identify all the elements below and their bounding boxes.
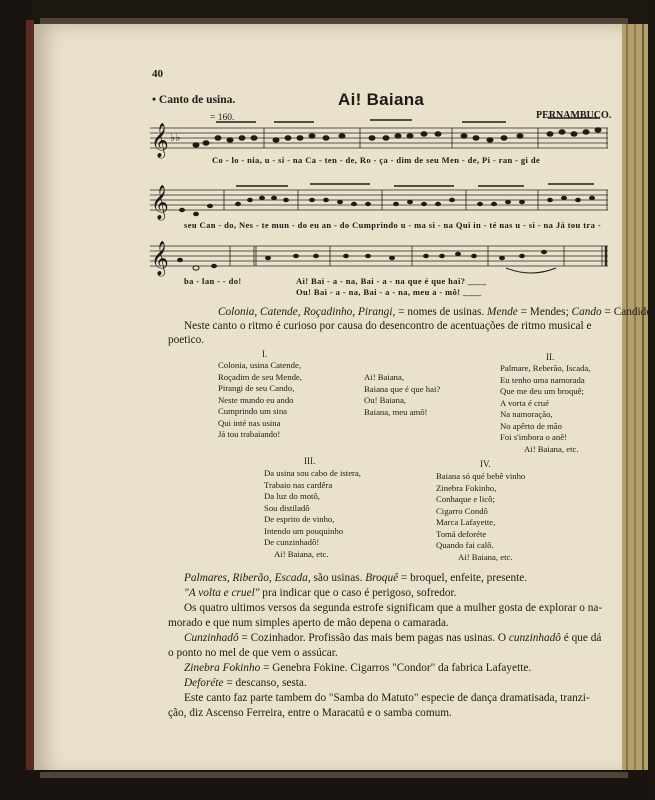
lyrics-line-3b-bottom: Ou! Bai - a - na, Bai - a - na, meu a - mô! ____ (296, 287, 482, 297)
refrain: Ai! Baiana, Baiana que é que hai? Ou! Baiana, Baiana, meu amô! (364, 372, 441, 417)
glossary-samba-2: ção, diz Ascenso Ferreira, entre o Maracatú e o samba comum. (168, 707, 452, 719)
song-title: Ai! Baiana (338, 90, 425, 109)
intro-line-2: poetico. (168, 334, 205, 346)
lyrics-line-2: seu Can - do, Nes - te mun - do eu an - do Cumprindo u - ma si - na Qui in - té nas u - si - na Já tou tra - (184, 220, 602, 230)
glossary-volta: "A volta e cruel" pra indicar que o caso é perigoso, sofredor. (184, 587, 457, 599)
glossary-estrofe-1: Os quatro ultimos versos da segunda estrofe significam que a mulher gosta de explorar o na- (184, 602, 603, 614)
glossary-deforete: Deforéte = descanso, sesta. (184, 677, 307, 689)
svg-text:♭♭: ♭♭ (170, 131, 181, 144)
svg-text:𝄞: 𝄞 (151, 123, 169, 158)
glossary-cunzinhado-2: o ponto no mel de que vem o assúcar. (168, 647, 338, 659)
book-cover-bottom (0, 770, 648, 800)
svg-text:𝄞: 𝄞 (151, 185, 169, 220)
book-spine (26, 20, 34, 780)
decorative-border-bottom (40, 772, 628, 778)
music-staff-3 (146, 230, 608, 282)
glossary-estrofe-2: morado e que num simples aperto de mão depena o camarada. (168, 617, 449, 629)
book-page (34, 24, 655, 776)
lyrics-line-1: Co - lo - nia, u - si - na Ca - ten - de, Ro - ça - dim de seu Men - de, Pi - ran - gi de (212, 155, 541, 165)
book-cover-top (0, 0, 648, 26)
page-edges (620, 24, 648, 774)
svg-text:𝄞: 𝄞 (151, 241, 169, 276)
lyrics-line-3a: ba - lan - - do! (184, 276, 242, 286)
stanza-4: Baiana só qué bebê vinho Zinebra Fokinho, Conhaque e licô; Cigarro Condô Marca Lafayette, Tomá deforéte Quando fai calô. Ai! Baiana, etc. (436, 471, 526, 562)
section-label: • Canto de usina. (152, 94, 236, 106)
intro-line-1: Neste canto o ritmo é curioso por causa do desencontro de acentuações de ritmo musical e (184, 320, 592, 332)
names-note: Colonia, Catende, Roçadinho, Pirangi, = nomes de usinas. Mende = Mendes; Cando = Candido. (218, 306, 655, 318)
glossary-usinas: Palmares, Riberão, Escada, são usinas. Broquê = broquel, enfeite, presente. (184, 572, 528, 584)
stanza-2-numeral: II. (546, 352, 555, 362)
book-cover-left (0, 0, 32, 800)
stanza-1: Colonia, usina Catende, Roçadim de seu Mende, Pirangi de seu Cando, Neste mundo eu ando Cumprindo um sina Qui inté nas usina Já tou trabaiando! (218, 360, 302, 439)
music-staff-2 (146, 170, 608, 224)
stanza-4-numeral: IV. (480, 459, 491, 469)
lyrics-line-3b-top: Ai! Bai - a - na, Bai - a - na que é que hai? ____ (296, 276, 487, 286)
tempo-marking: = 160. (210, 113, 235, 123)
stanza-3-numeral: III. (304, 456, 316, 466)
stanza-3: Da usina sou cabo de istera, Trabaio nas cardêra Da luz do motô, Sou distiladô De esprito de vinho, Intendo um pouquinho De cunzinhadô! Ai! Baiana, etc. (264, 468, 361, 559)
stanza-1-numeral: I. (262, 349, 268, 359)
glossary-samba-1: Este canto faz parte tambem do "Samba do Matuto" especie de dança dramatisada, tranzi- (184, 692, 590, 704)
region-label: PERNAMBUCO. (536, 110, 612, 121)
stanza-2: Palmare, Reberão, Iscada, Eu tenho uma namorada Que me deu um broquê; A vorta é crué Na namoração, No apêrto de mão Foi s'imbora o anê! Ai! Baiana, etc. (500, 363, 591, 454)
glossary-cunzinhado: Cunzinhadô = Cozinhador. Profissão das mais bem pagas nas usinas. O cunzinhadô é que dá (184, 632, 602, 644)
glossary-zinebra: Zinebra Fokinho = Genebra Fokine. Cigarros "Condor" da fabrica Lafayette. (184, 662, 532, 674)
page-number: 40 (152, 68, 163, 80)
